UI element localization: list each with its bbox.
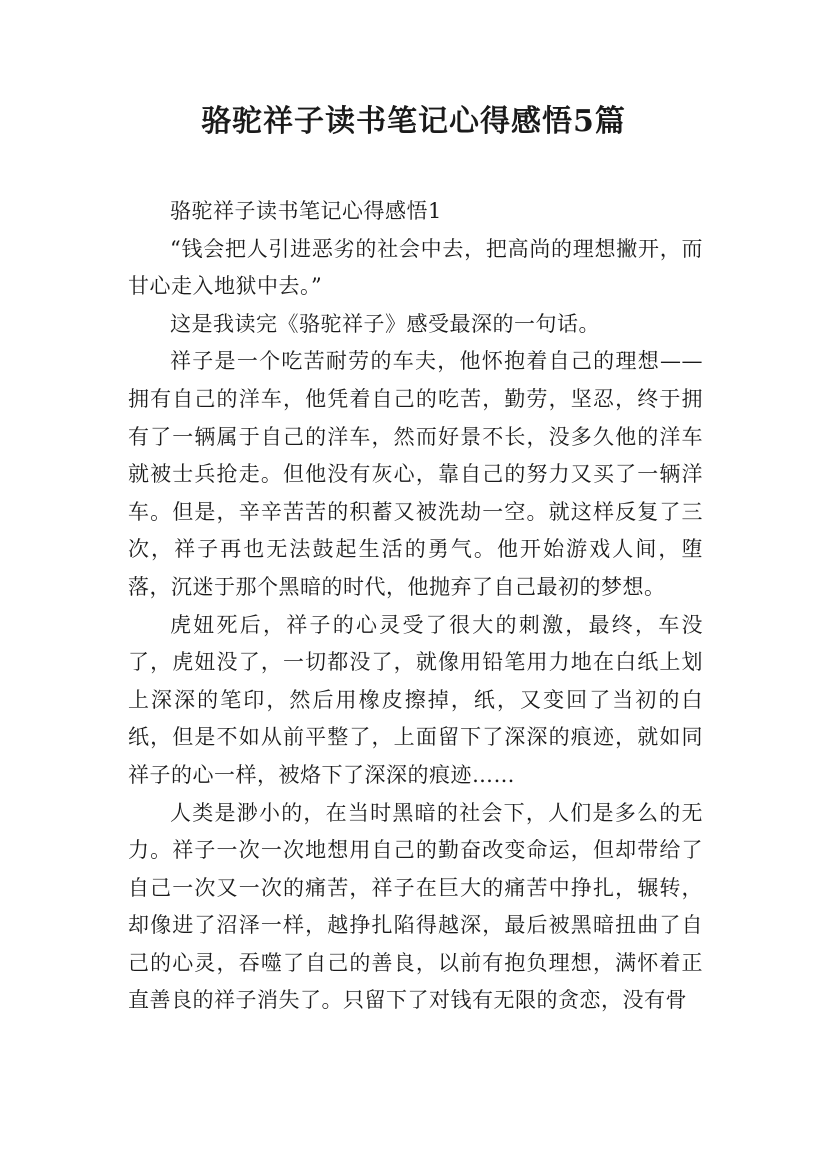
paragraph-story: 祥子是一个吃苦耐劳的车夫，他怀抱着自己的理想——拥有自己的洋车，他凭着自己的吃苦，勤劳，坚忍，终于拥有了一辆属于自己的洋车，然而好景不长，没多久他的洋车就被士兵抢走。但他没有灰心，靠自己的努力又买了一辆洋车。但是，辛辛苦苦的积蓄又被洗劫一空。就这样反复了三次，祥子再也无法鼓起生活的勇气。他开始游戏人间，堕落，沉迷于那个黑暗的时代，他抛弃了自己最初的梦想。 — [128, 349, 703, 599]
paragraph-huniu: 虎妞死后，祥子的心灵受了很大的刺激，最终，车没了，虎妞没了，一切都没了，就像用铅笔用力地在白纸上划上深深的笔印，然后用橡皮擦掉，纸，又变回了当初的白纸，但是不如从前平整了，上面留下了深深的痕迹，就如同祥子的心一样，被烙下了深深的痕迹…… — [128, 612, 703, 787]
paragraph-reflection: 人类是渺小的，在当时黑暗的社会下，人们是多么的无力。祥子一次一次地想用自己的勤奋改变命运，但却带给了自己一次又一次的痛苦，祥子在巨大的痛苦中挣扎，辗转，却像进了沼泽一样，越挣扎陷得越深，最后被黑暗扭曲了自己的心灵，吞噬了自己的善良，以前有抱负理想，满怀着正直善良的祥子消失了。只留下了对钱有无限的贪恋，没有骨 — [128, 800, 703, 1013]
paragraph-intro: 这是我读完《骆驼祥子》感受最深的一句话。 — [170, 311, 600, 336]
document-title: 骆驼祥子读书笔记心得感悟5篇 — [201, 104, 626, 139]
section-heading: 骆驼祥子读书笔记心得感悟1 — [170, 199, 442, 223]
document-body — [128, 193, 703, 1020]
paragraph-quote: “钱会把人引进恶劣的社会中去，把高尚的理想撇开，而甘心走入地狱中去。” — [128, 236, 703, 299]
